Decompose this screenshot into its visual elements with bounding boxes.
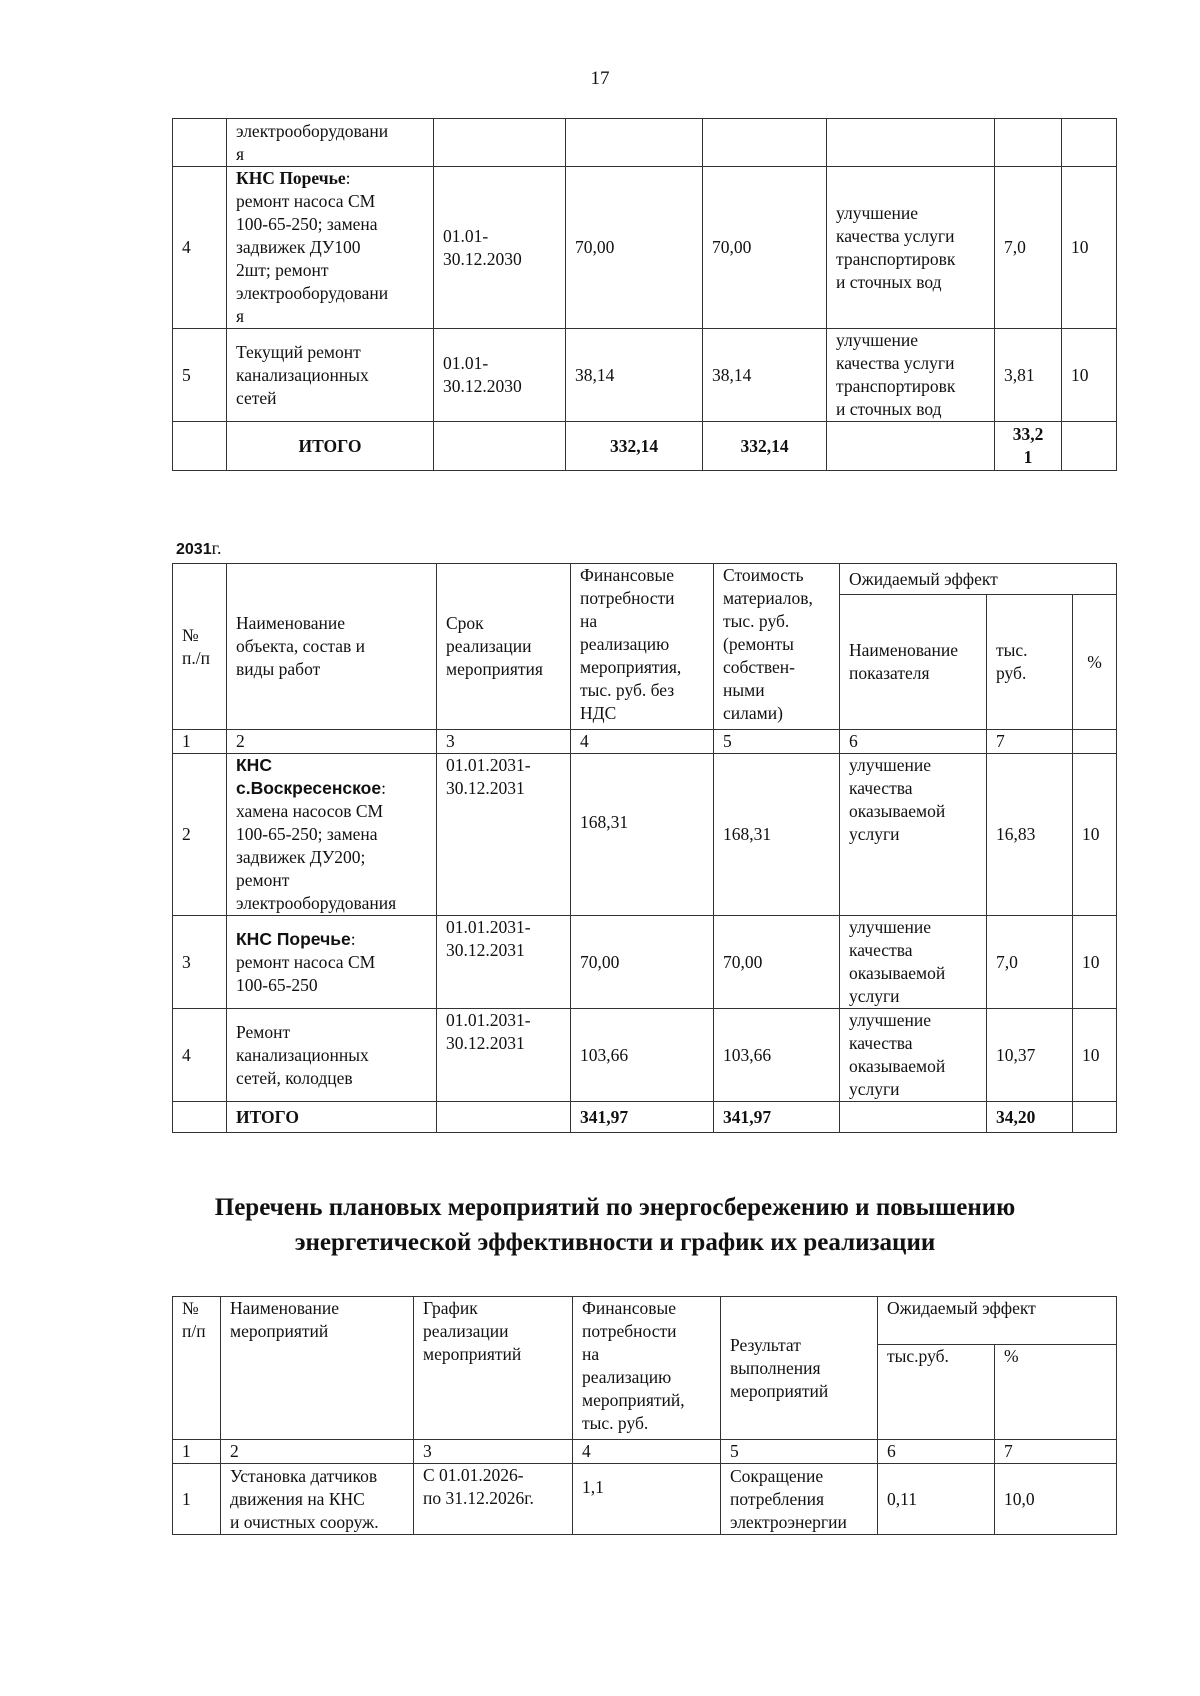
header-cost: Стоимость материалов, тыс. руб. (ремонты собствен- ными силами) <box>714 564 840 730</box>
total-cost: 332,14 <box>703 422 827 471</box>
header-effect-group: Ожидаемый эффект <box>840 564 1117 595</box>
cell-pct: 10 <box>1062 167 1117 329</box>
cell-fin: 168,31 <box>571 754 714 916</box>
table-row <box>173 1464 1117 1535</box>
cell-name: Установка датчиков движения на КНС и очистных сооруж. <box>221 1464 414 1535</box>
cell-num: 3 <box>173 916 227 1009</box>
object-name: КНС Поречье <box>236 168 346 188</box>
cell-fin: 70,00 <box>571 916 714 1009</box>
cell-effect: улучшение качества оказываемой услуги <box>840 916 987 1009</box>
cell-num: 4 <box>173 1009 227 1102</box>
cell-period: 01.01.2031- 30.12.2031 <box>437 1009 571 1102</box>
cell-effect: улучшение качества оказываемой услуги <box>840 1009 987 1102</box>
cell-fin: 38,14 <box>566 329 703 422</box>
header-pct: % <box>1073 595 1117 730</box>
header-schedule: График реализации мероприятий <box>414 1297 573 1440</box>
header-rub: тыс.руб. <box>878 1345 995 1440</box>
cell-period: 01.01.2031- 30.12.2031 <box>437 754 571 916</box>
cell-period: 01.01- 30.12.2030 <box>434 167 566 329</box>
cell-effect: улучшение качества услуги транспортировк и сточных вод <box>827 167 995 329</box>
page-number: 17 <box>590 68 610 89</box>
cell-cost: 70,00 <box>703 167 827 329</box>
table-row <box>173 119 1117 167</box>
table-2031 <box>172 563 1117 1133</box>
header-name: Наименование объекта, состав и виды работ <box>227 564 437 730</box>
total-fin: 341,97 <box>571 1102 714 1133</box>
header-num: № п/п <box>173 1297 221 1440</box>
header-result: Результат выполнения мероприятий <box>721 1297 878 1440</box>
header-num: № п./п <box>173 564 227 730</box>
cell-cost: 70,00 <box>714 916 840 1009</box>
heading-line-1: Перечень плановых мероприятий по энергосбережению и повышению <box>214 1194 1016 1221</box>
cell-cost: 38,14 <box>703 329 827 422</box>
work-description: хамена насосов СМ 100-65-250; замена задвижек ДУ200; ремонт электрооборудования <box>236 801 397 913</box>
cell-num: 4 <box>173 167 227 329</box>
header-period: Срок реализации мероприятия <box>437 564 571 730</box>
cell-fin: 1,1 <box>573 1464 721 1535</box>
total-row <box>173 1102 1117 1133</box>
total-cost: 341,97 <box>714 1102 840 1133</box>
cell-result: Сокращение потребления электроэнергии <box>721 1464 878 1535</box>
table-row <box>173 916 1117 1009</box>
header-effect-name: Наименование показателя <box>840 595 987 730</box>
table-row <box>173 167 1117 329</box>
cell-rub: 0,11 <box>878 1464 995 1535</box>
table-row <box>173 329 1117 422</box>
header-name: Наименование мероприятий <box>221 1297 414 1440</box>
cell-name: Текущий ремонт канализационных сетей <box>227 329 434 422</box>
cell-name: электрооборудовани я <box>227 119 434 167</box>
cell-period: 01.01.2031- 30.12.2031 <box>437 916 571 1009</box>
cell-pct: 10,0 <box>995 1464 1117 1535</box>
object-name: КНС Поречье <box>236 928 351 949</box>
total-rub: 34,20 <box>987 1102 1073 1133</box>
cell-rub: 10,37 <box>987 1009 1073 1102</box>
header-rub: тыс. руб. <box>987 595 1073 730</box>
total-label: ИТОГО <box>227 422 434 471</box>
cell-effect: улучшение качества оказываемой услуги <box>840 754 987 916</box>
cell-cost: 103,66 <box>714 1009 840 1102</box>
table-energy-saving <box>172 1296 1117 1535</box>
work-description: ремонт насоса СМ 100-65-250 <box>236 951 376 995</box>
cell-rub: 16,83 <box>987 754 1073 916</box>
heading-line-2: энергетической эффективности и график их реализации <box>294 1229 936 1256</box>
cell-name: КНС с.Воскресенское: хамена насосов СМ 100-65-250; замена задвижек ДУ200; ремонт электрооборудования <box>227 754 437 916</box>
cell-num: 1 <box>173 1464 221 1535</box>
cell-pct: 10 <box>1073 1009 1117 1102</box>
total-label: ИТОГО <box>227 1102 437 1133</box>
section-heading <box>150 1190 1080 1260</box>
index-row: 1 2 3 4 5 6 7 <box>173 730 1117 754</box>
section-year: 2031г. <box>176 538 222 558</box>
work-description: ремонт насоса СМ 100-65-250; замена задвижек ДУ100 2шт; ремонт электрооборудовани я <box>236 191 389 326</box>
cell-pct: 10 <box>1073 916 1117 1009</box>
cell-fin: 70,00 <box>566 167 703 329</box>
cell-cost: 168,31 <box>714 754 840 916</box>
table-row <box>173 754 1117 916</box>
cell-name: КНС Поречье: ремонт насоса СМ 100-65-250; замена задвижек ДУ100 2шт; ремонт электрооборудовани я <box>227 167 434 329</box>
cell-period: 01.01- 30.12.2030 <box>434 329 566 422</box>
header-effect-group: Ожидаемый эффект <box>878 1297 1117 1345</box>
total-rub: 33,2 1 <box>995 422 1062 471</box>
index-row: 1 2 3 4 5 6 7 <box>173 1440 1117 1464</box>
cell-num: 5 <box>173 329 227 422</box>
header-fin: Финансовые потребности на реализацию мероприятий, тыс. руб. <box>573 1297 721 1440</box>
header-fin: Финансовые потребности на реализацию мероприятия, тыс. руб. без НДС <box>571 564 714 730</box>
cell-num: 2 <box>173 754 227 916</box>
cell-effect: улучшение качества услуги транспортировк и сточных вод <box>827 329 995 422</box>
table-2030-continuation <box>172 118 1117 471</box>
cell-num <box>173 119 227 167</box>
header-pct: % <box>995 1345 1117 1440</box>
total-row <box>173 422 1117 471</box>
cell-rub: 7,0 <box>995 167 1062 329</box>
cell-fin: 103,66 <box>571 1009 714 1102</box>
cell-name: Ремонт канализационных сетей, колодцев <box>227 1009 437 1102</box>
cell-name: КНС Поречье: ремонт насоса СМ 100-65-250 <box>227 916 437 1009</box>
object-name: КНС с.Воскресенское <box>236 755 382 798</box>
cell-rub: 7,0 <box>987 916 1073 1009</box>
cell-schedule: С 01.01.2026- по 31.12.2026г. <box>414 1464 573 1535</box>
cell-pct: 10 <box>1073 754 1117 916</box>
cell-pct: 10 <box>1062 329 1117 422</box>
cell-rub: 3,81 <box>995 329 1062 422</box>
total-fin: 332,14 <box>566 422 703 471</box>
table-row <box>173 1009 1117 1102</box>
